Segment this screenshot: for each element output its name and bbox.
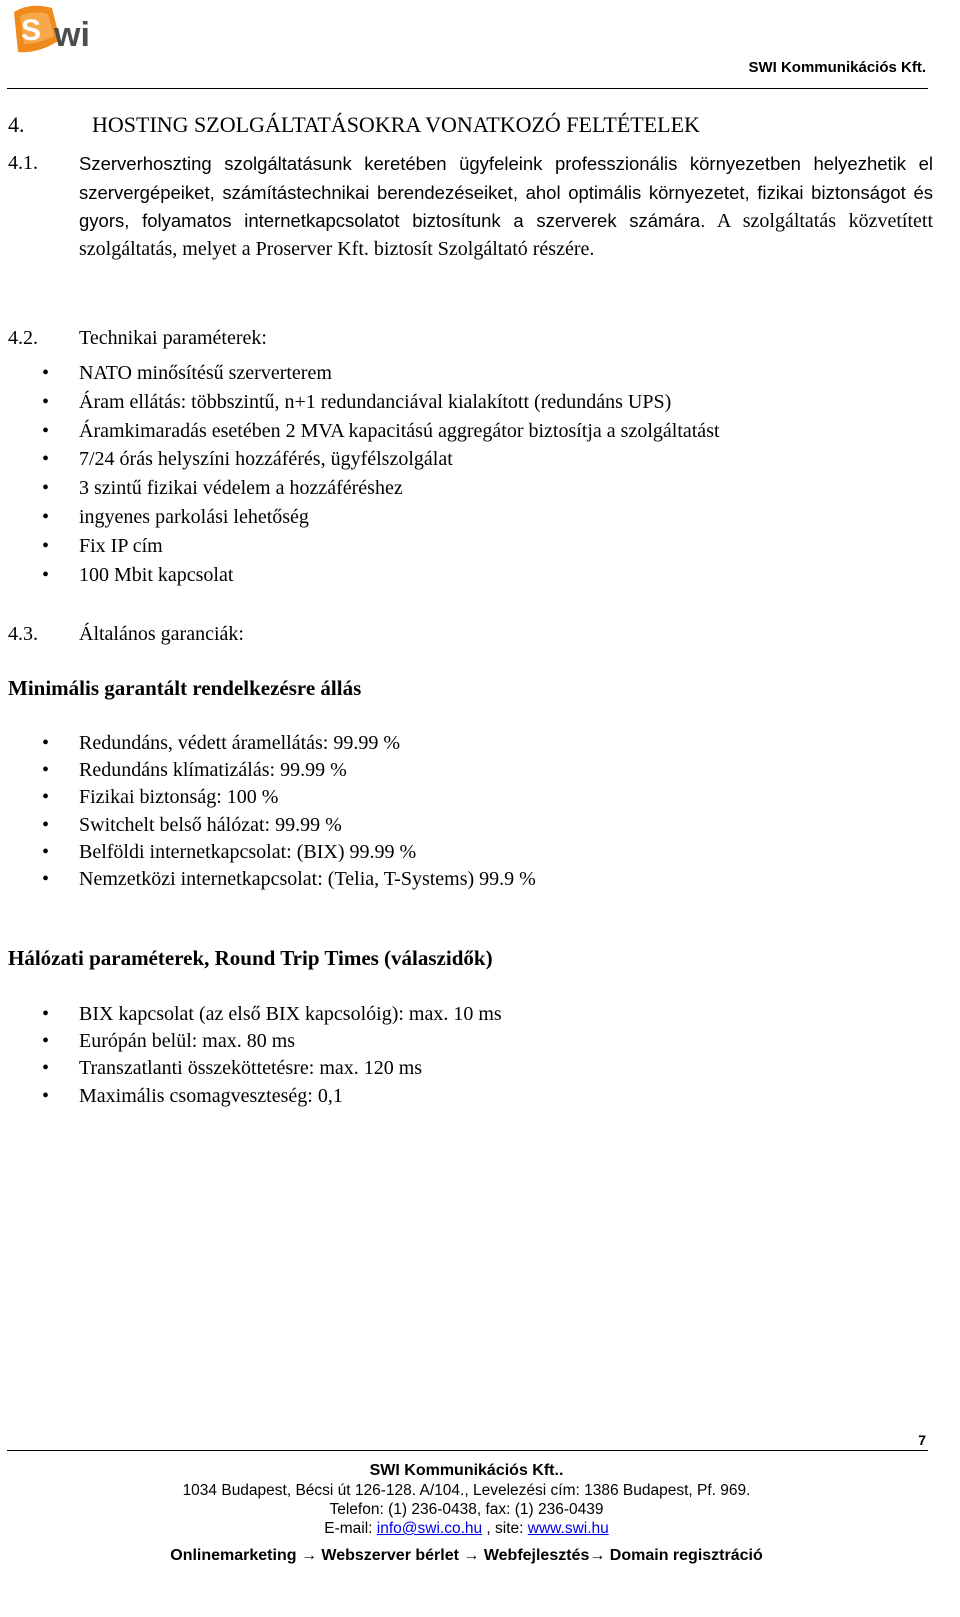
list-item: • Redundáns, védett áramellátás: 99.99 % [0,730,536,757]
list-item: • Fix IP cím [0,532,720,561]
footer-email-label: E-mail: [324,1520,377,1537]
footer-site-label: , site: [482,1520,528,1537]
paragraph-text [79,150,933,263]
list-item: • Áramkimaradás esetében 2 MVA kapacitású aggregátor biztosítja a szolgáltatást [0,417,720,446]
list-item: • 3 szintű fizikai védelem a hozzáféréshez [0,474,720,503]
svg-text:wi: wi [54,16,90,54]
availability-heading: Minimális garantált rendelkezésre állás [8,676,362,700]
header-company-name: SWI Kommunikációs Kft. [748,59,926,76]
footer-contact [0,1520,933,1538]
section-number: 4. [8,112,25,137]
paragraph-text-sans: Szerverhoszting szolgáltatásunk keretében ügyfeleink professzionális környezetben helyezhetik el szervergépeiket, számítástechnikai berendezéseiket, ahol optimális környezetet, fizikai biztonságot és gyors, folyamatos internetkapcsolatot biztosítunk a szerverek számára. [79,153,933,231]
footer-services: Onlinemarketing → Webszerver bérlet → Webfejlesztés→ Domain regisztráció [170,1547,763,1564]
list-item: • Fizikai biztonság: 100 % [0,784,536,811]
footer-phone: Telefon: (1) 236-0438, fax: (1) 236-0439 [329,1501,604,1518]
list-item: • Maximális csomagveszteség: 0,1 [0,1083,502,1110]
swi-logo-icon [8,2,112,58]
paragraph-number: 4.3. [8,623,38,645]
footer-company: SWI Kommunikációs Kft.. [369,1462,564,1479]
list-item: • Nemzetközi internetkapcsolat: (Telia, T-Systems) 99.9 % [0,866,536,893]
section-heading [8,112,700,138]
site-link[interactable]: www.swi.hu [527,1520,609,1537]
paragraph-text-serif: A szolgáltatás közvetített szolgáltatás, melyet a Proserver Kft. biztosít Szolgáltató részére. [79,210,934,260]
svg-text:S: S [21,14,42,47]
paragraph-number: 4.2. [8,327,38,349]
list-item: • Áram ellátás: többszintű, n+1 redundanciával kialakított (redundáns UPS) [0,388,720,417]
footer-rule [7,1450,928,1451]
footer-address: 1034 Budapest, Bécsi út 126-128. A/104., Levelezési cím: 1386 Budapest, Pf. 969. [182,1482,751,1499]
paragraph-number: 4.1. [8,152,38,174]
list-item: • Redundáns klímatizálás: 99.99 % [0,757,536,784]
paragraph-title: Technikai paraméterek: [79,327,267,349]
list-item: • Európán belül: max. 80 ms [0,1028,502,1055]
list-item: • Belföldi internetkapcsolat: (BIX) 99.99 % [0,839,536,866]
swi-logo [8,2,112,58]
page-number: 7 [918,1432,926,1448]
availability-list [0,730,536,893]
list-item: • ingyenes parkolási lehetőség [0,503,720,532]
technical-parameters-list [0,359,720,589]
list-item: • Switchelt belső hálózat: 99.99 % [0,812,536,839]
paragraph-title: Általános garanciák: [79,623,244,645]
list-item: • 100 Mbit kapcsolat [0,561,720,590]
list-item: • 7/24 órás helyszíni hozzáférés, ügyfélszolgálat [0,445,720,474]
list-item: • Transzatlanti összeköttetésre: max. 120 ms [0,1055,502,1082]
network-heading: Hálózati paraméterek, Round Trip Times (válaszidők) [8,946,493,970]
section-title: HOSTING SZOLGÁLTATÁSOKRA VONATKOZÓ FELTÉTELEK [92,112,700,137]
email-link[interactable]: info@swi.co.hu [376,1520,483,1537]
list-item: • NATO minősítésű szerverterem [0,359,720,388]
list-item: • BIX kapcsolat (az első BIX kapcsolóig): max. 10 ms [0,1001,502,1028]
header-rule [7,88,928,89]
network-list [0,1001,502,1110]
